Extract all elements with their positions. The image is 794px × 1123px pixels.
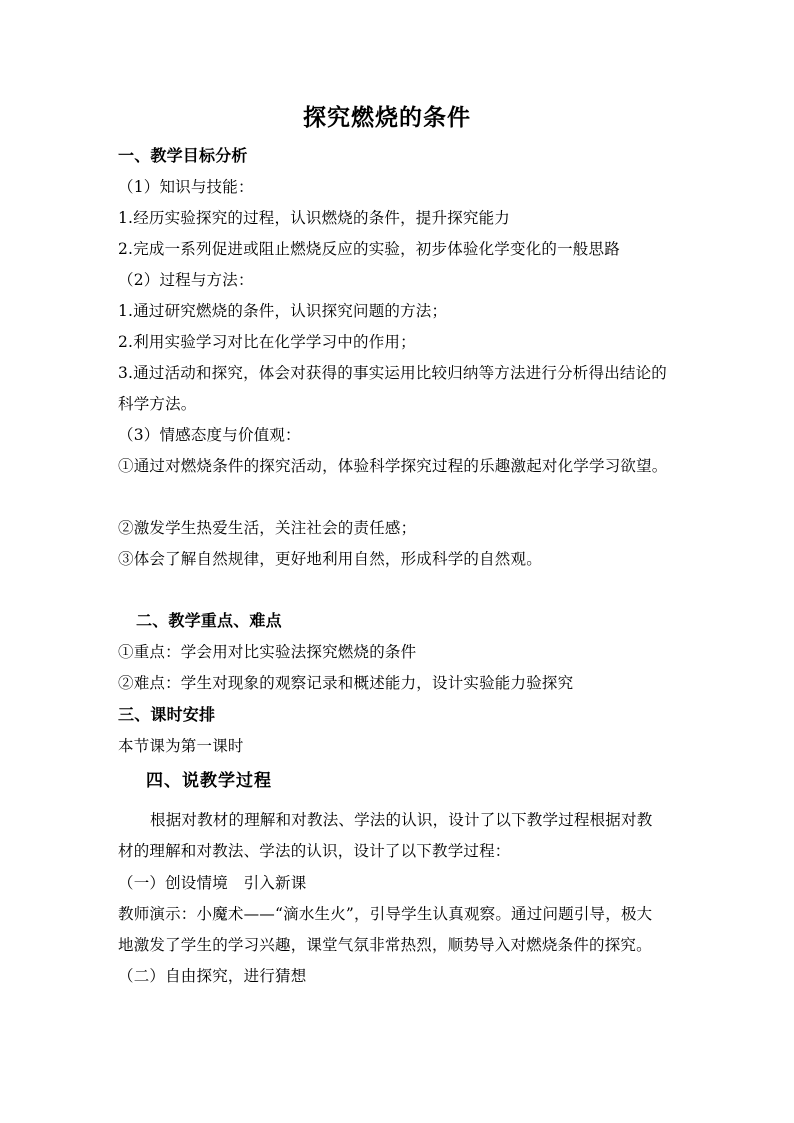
process-item-1: 1.通过研究燃烧的条件，认识探究问题的方法； (118, 302, 448, 320)
section-heading-key-difficult: 二、教学重点、难点 (136, 611, 282, 630)
lesson-arrangement: 本节课为第一课时 (118, 737, 244, 755)
process-item-3-line-2: 科学方法。 (118, 395, 197, 413)
process-item-3-line-1: 3.通过活动和探究，体会对获得的事实运用比较归纳等方法进行分析得出结论的 (118, 364, 667, 382)
difficult-point: ②难点：学生对现象的观察记录和概述能力，设计实验能力验探究 (118, 674, 574, 692)
knowledge-item-2: 2.完成一系列促进或阻止燃烧反应的实验，初步体验化学变化的一般思路 (118, 240, 620, 258)
subheading-emotions-values: （3）情感态度与价值观： (118, 426, 301, 444)
emotion-item-2: ②激发学生热爱生活，关注社会的责任感； (118, 519, 417, 537)
emotion-item-1: ①通过对燃烧条件的探究活动，体验科学探究过程的乐趣激起对化学学习欲望。 (118, 457, 668, 475)
step-1-heading: （一）创设情境 引入新课 (118, 874, 307, 892)
subheading-knowledge-skills: （1）知识与技能： (118, 178, 254, 196)
subheading-process-methods: （2）过程与方法： (118, 271, 254, 289)
process-item-2: 2.利用实验学习对比在化学学习中的作用； (118, 333, 416, 351)
section-heading-schedule: 三、课时安排 (118, 705, 216, 724)
teaching-process-line-2: 材的理解和对教法、学法的认识，设计了以下教学过程： (118, 842, 511, 860)
step-2-heading: （二）自由探究，进行猜想 (118, 967, 307, 985)
teaching-process-line-1: 根据对教材的理解和对教法、学法的认识，设计了以下教学过程根据对教 (150, 811, 653, 829)
section-heading-teaching-process: 四、说教学过程 (146, 771, 272, 791)
emotion-item-3: ③体会了解自然规律，更好地利用自然，形成科学的自然观。 (118, 550, 542, 568)
document-title: 探究燃烧的条件 (303, 104, 471, 131)
section-heading-objectives: 一、教学目标分析 (118, 146, 248, 165)
step-1-line-2: 地激发了学生的学习兴趣，课堂气氛非常热烈，顺势导入对燃烧条件的探究。 (118, 936, 652, 954)
knowledge-item-1: 1.经历实验探究的过程，认识燃烧的条件，提升探究能力 (118, 209, 510, 227)
step-1-line-1: 教师演示：小魔术——“滴水生火”，引导学生认真观察。通过问题引导，极大 (118, 905, 653, 923)
key-point: ①重点：学会用对比实验法探究燃烧的条件 (118, 643, 417, 661)
